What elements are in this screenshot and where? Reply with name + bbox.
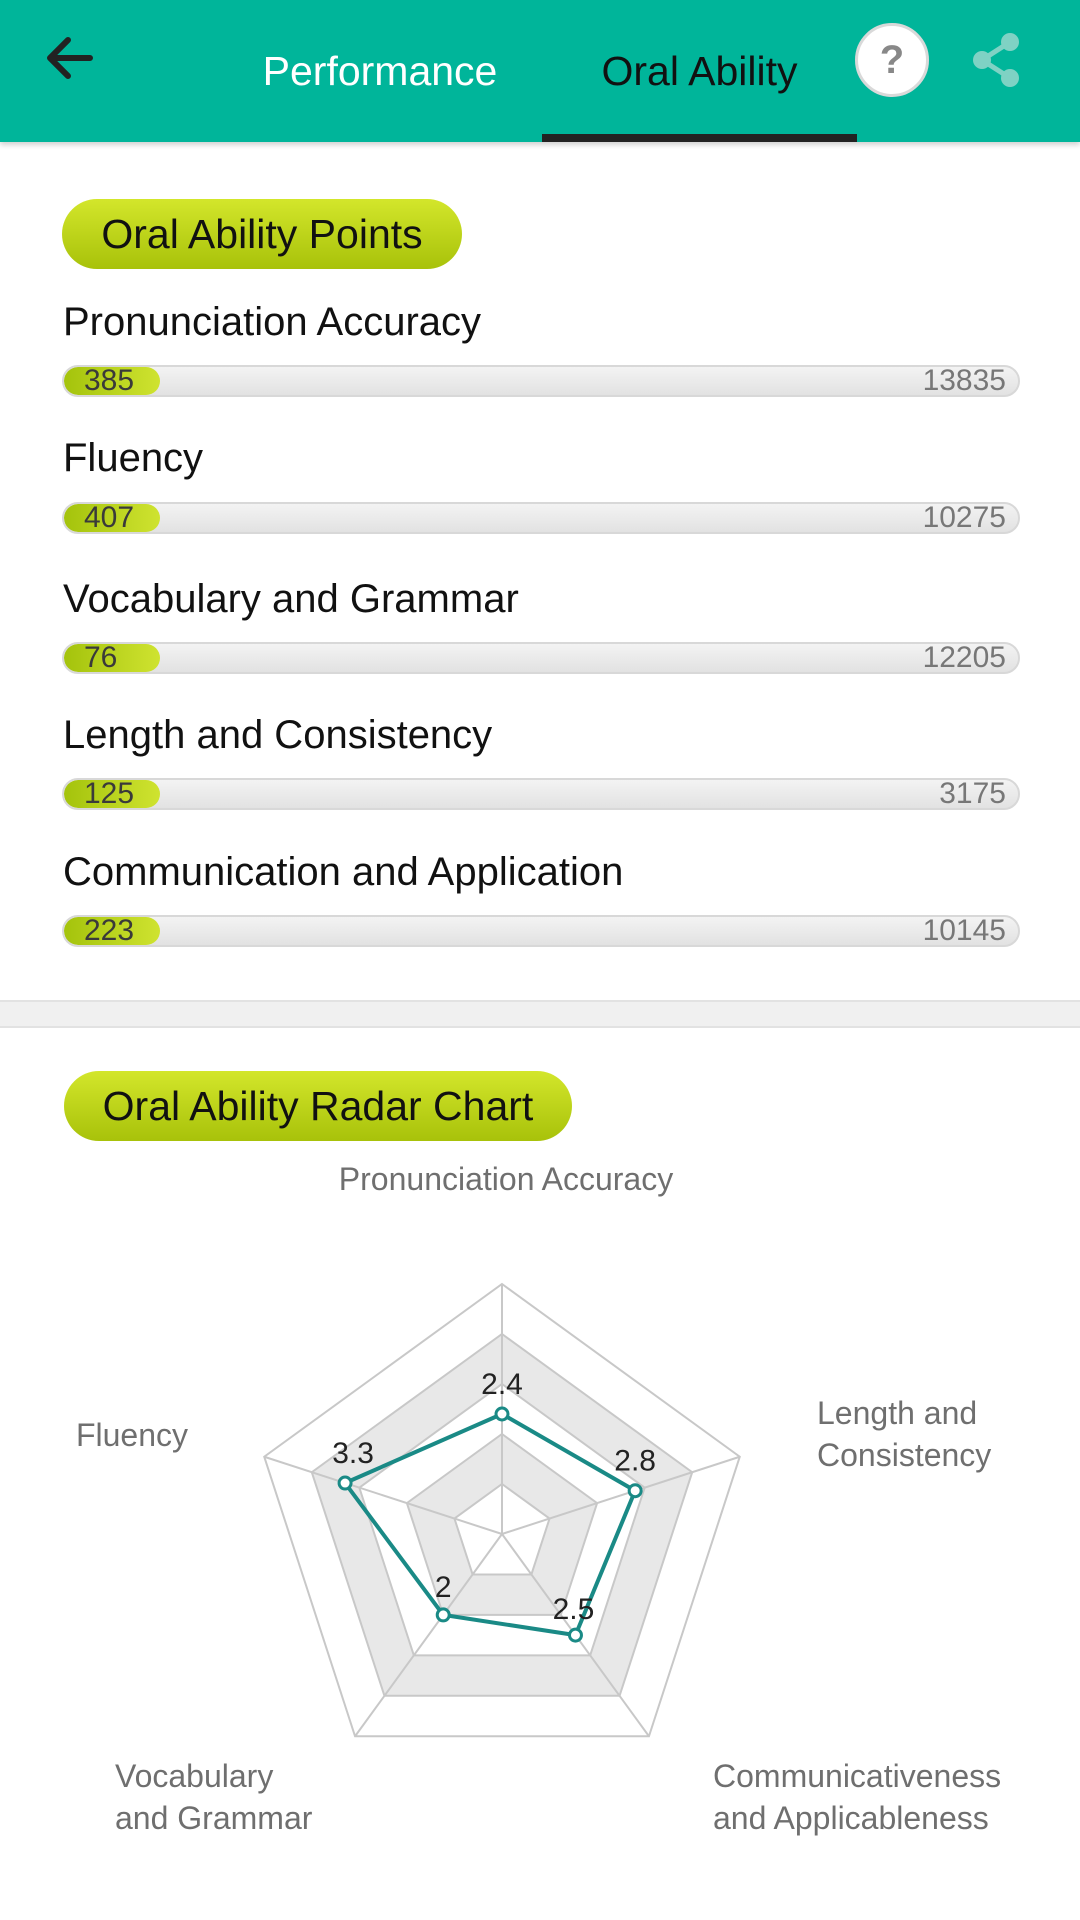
progress-max: 3175 <box>939 778 1006 810</box>
progress-bar-communication <box>62 915 1020 947</box>
active-tab-indicator <box>542 134 857 142</box>
help-button[interactable] <box>855 23 929 97</box>
metric-label-length: Length and Consistency <box>63 713 493 757</box>
share-icon <box>966 30 1026 90</box>
tab-oral-ability[interactable]: Oral Ability <box>601 47 798 94</box>
radar-point <box>437 1609 449 1621</box>
back-button[interactable] <box>40 28 100 88</box>
radar-point <box>569 1629 581 1641</box>
progress-max: 10275 <box>922 502 1006 534</box>
progress-value: 223 <box>84 915 135 947</box>
tab-performance[interactable]: Performance <box>262 47 498 94</box>
radar-chart <box>0 1160 1080 1880</box>
radar-axis-label: Fluency <box>75 1417 188 1453</box>
share-button[interactable] <box>966 30 1026 90</box>
progress-bar-fluency <box>62 502 1020 534</box>
progress-bar-length <box>62 778 1020 810</box>
progress-bar-vocabulary <box>62 642 1020 674</box>
question-mark-icon: ? <box>879 37 905 82</box>
radar-axis-label: Communicativeness and Applicableness <box>713 1758 1002 1836</box>
progress-max: 10145 <box>922 915 1006 947</box>
radar-axis-label: Pronunciation Accuracy <box>338 1161 674 1197</box>
back-arrow-icon <box>40 28 100 88</box>
progress-max: 12205 <box>922 642 1006 674</box>
radar-axis-label: Length and Consistency <box>817 1395 992 1473</box>
radar-value-label: 2.8 <box>614 1444 657 1478</box>
radar-point <box>496 1408 508 1420</box>
radar-section-title: Oral Ability Radar Chart <box>64 1071 572 1141</box>
section-divider <box>0 1000 1080 1028</box>
radar-axis-label: Vocabulary and Grammar <box>115 1758 313 1836</box>
progress-value: 125 <box>84 778 135 810</box>
progress-max: 13835 <box>922 365 1006 397</box>
metric-label-pronunciation: Pronunciation Accuracy <box>63 300 482 344</box>
radar-value-label: 2 <box>434 1570 452 1604</box>
metric-label-fluency: Fluency <box>63 436 204 480</box>
metric-label-communication: Communication and Application <box>63 850 624 894</box>
radar-value-label: 3.3 <box>332 1437 374 1471</box>
radar-value-label: 2.5 <box>552 1593 595 1627</box>
progress-value: 407 <box>84 502 135 534</box>
progress-value: 76 <box>84 642 118 674</box>
points-section-title: Oral Ability Points <box>62 199 462 269</box>
metric-label-vocabulary: Vocabulary and Grammar <box>63 577 519 621</box>
progress-bar-pronunciation <box>62 365 1020 397</box>
radar-point <box>339 1477 351 1489</box>
app-header <box>0 0 1080 142</box>
progress-value: 385 <box>84 365 135 397</box>
radar-point <box>629 1485 641 1497</box>
radar-value-label: 2.4 <box>481 1368 523 1401</box>
